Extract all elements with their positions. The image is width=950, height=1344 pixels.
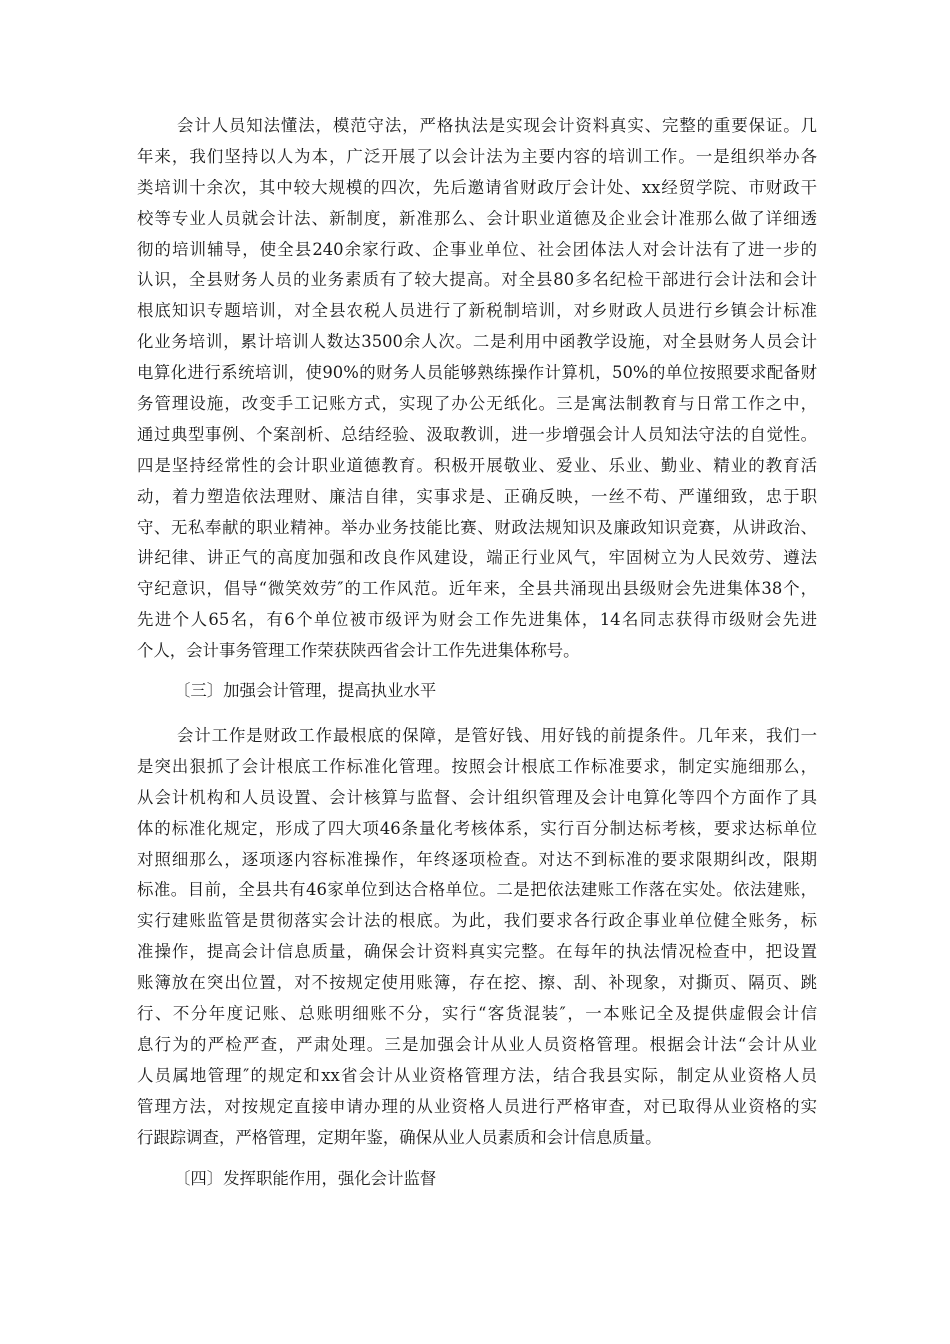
paragraph-line: 务管理设施，改变手工记账方式，实现了办公无纸化。三是寓法制教育与日常工作之中，	[137, 394, 817, 414]
paragraph-line: 类培训十余次，其中较大规模的四次，先后邀请省财政厅会计处、xx经贸学院、市财政干	[137, 177, 817, 197]
paragraph-line: 会计人员知法懂法，模范守法，严格执法是实现会计资料真实、完整的重要保证。几	[177, 116, 817, 135]
paragraph-line: 管理方法，对按规定直接申请办理的从业资格人员进行严格审查，对已取得从业资格的实	[137, 1096, 817, 1116]
section-heading-4	[137, 1164, 817, 1195]
paragraph-line: 守、无私奉献的职业精神。举办业务技能比赛、财政法规知识及廉政知识竞赛，从讲政治、	[137, 517, 817, 537]
paragraph-line: 年来，我们坚持以人为本，广泛开展了以会计法为主要内容的培训工作。一是组织举办各	[137, 146, 817, 166]
paragraph-accounting-management	[137, 721, 817, 1153]
paragraph-line: 根底知识专题培训，对全县农税人员进行了新税制培训，对乡财政人员进行乡镇会计标准	[137, 301, 817, 321]
paragraph-line: 是突出狠抓了会计根底工作标准化管理。按照会计根底工作标准要求，制定实施细那么，	[137, 756, 817, 776]
paragraph-line: 个人，会计事务管理工作荣获陕西省会计工作先进集体称号。	[137, 641, 580, 661]
paragraph-line: 行跟踪调查，严格管理，定期年鉴，确保从业人员素质和会计信息质量。	[137, 1127, 662, 1147]
paragraph-line: 准操作，提高会计信息质量，确保会计资料真实完整。在每年的执法情况检查中，把设置	[137, 942, 817, 962]
section-heading-text: 〔四〕发挥职能作用，强化会计监督	[174, 1169, 437, 1188]
paragraph-line: 账簿放在突出位置，对不按规定使用账簿，存在挖、擦、刮、补现象，对撕页、隔页、跳	[137, 973, 817, 993]
paragraph-line: 认识，全县财务人员的业务素质有了较大提高。对全县80多名纪检干部进行会计法和会计	[137, 270, 817, 290]
paragraph-line: 彻的培训辅导，使全县240余家行政、企事业单位、社会团体法人对会计法有了进一步的	[137, 239, 817, 259]
paragraph-line: 校等专业人员就会计法、新制度，新准那么、会计职业道德及企业会计准那么做了详细透	[137, 208, 817, 228]
paragraph-line: 电算化进行系统培训，使90%的财务人员能够熟练操作计算机，50%的单位按照要求配备财	[137, 363, 817, 383]
paragraph-line: 体的标准化规定，形成了四大项46条量化考核体系，实行百分制达标考核，要求达标单位	[137, 818, 817, 838]
paragraph-accounting-training	[137, 111, 817, 667]
section-heading-text: 〔三〕加强会计管理，提高执业水平	[174, 681, 437, 700]
paragraph-line: 会计工作是财政工作最根底的保障，是管好钱、用好钱的前提条件。几年来，我们一	[177, 726, 817, 745]
paragraph-line: 动，着力塑造依法理财、廉洁自律，实事求是、正确反映，一丝不苟、严谨细致，忠于职	[137, 486, 817, 506]
paragraph-line: 化业务培训，累计培训人数达3500余人次。二是利用中函教学设施，对全县财务人员会计	[137, 332, 817, 352]
paragraph-line: 守纪意识，倡导“微笑效劳″的工作风范。近年来，全县共涌现出县级财会先进集体38个，	[137, 579, 817, 599]
section-heading-3	[137, 676, 817, 707]
paragraph-line: 标准。目前，全县共有46家单位到达合格单位。二是把依法建账工作落在实处。依法建账，	[137, 880, 817, 900]
paragraph-line: 先进个人65名，有6个单位被市级评为财会工作先进集体，14名同志获得市级财会先进	[137, 610, 817, 630]
paragraph-line: 行、不分年度记账、总账明细账不分，实行“客货混装″，一本账记全及提供虚假会计信	[137, 1004, 817, 1024]
paragraph-line: 讲纪律、讲正气的高度加强和改良作风建设，端正行业风气，牢固树立为人民效劳、遵法	[137, 548, 817, 568]
paragraph-line: 对照细那么，逐项逐内容标准操作，年终逐项检查。对达不到标准的要求限期纠改，限期	[137, 849, 817, 869]
paragraph-line: 从会计机构和人员设置、会计核算与监督、会计组织管理及会计电算化等四个方面作了具	[137, 787, 817, 807]
paragraph-line: 四是坚持经常性的会计职业道德教育。积极开展敬业、爱业、乐业、勤业、精业的教育活	[137, 455, 817, 475]
paragraph-line: 通过典型事例、个案剖析、总结经验、汲取教训，进一步增强会计人员知法守法的自觉性。	[137, 424, 817, 444]
paragraph-line: 人员属地管理″的规定和xx省会计从业资格管理方法，结合我县实际，制定从业资格人员	[137, 1065, 817, 1085]
paragraph-line: 实行建账监管是贯彻落实会计法的根底。为此，我们要求各行政企事业单位健全账务，标	[137, 911, 817, 931]
paragraph-line: 息行为的严检严查，严肃处理。三是加强会计从业人员资格管理。根据会计法“会计从业	[137, 1034, 817, 1054]
